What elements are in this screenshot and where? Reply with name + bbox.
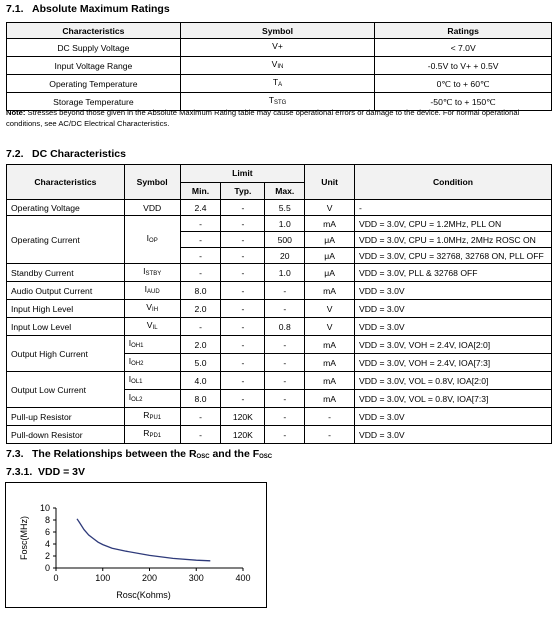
cell-unit: mA (305, 216, 355, 232)
y-tick-label: 0 (44, 563, 50, 573)
table-row (7, 39, 552, 57)
cell-characteristic: DC Supply Voltage (7, 39, 181, 57)
x-tick-label: 400 (235, 573, 251, 583)
section-title-text: Absolute Maximum Ratings (32, 3, 170, 15)
cell-max: - (265, 390, 305, 408)
col-header-unit: Unit (305, 165, 355, 200)
cell-characteristic: Input Voltage Range (7, 57, 181, 75)
cell-unit: mA (305, 372, 355, 390)
cell-unit: V (305, 300, 355, 318)
cell-condition: VDD = 3.0V (354, 282, 551, 300)
section-number: 7.2. (6, 148, 24, 160)
cell-unit: μA (305, 264, 355, 282)
cell-condition: VDD = 3.0V (354, 318, 551, 336)
table-header-row (7, 165, 552, 183)
col-header-min: Min. (180, 182, 221, 200)
cell-typ: - (221, 232, 265, 248)
cell-symbol: $I_{STBY}$ (124, 264, 180, 282)
cell-min: 2.0 (180, 336, 221, 354)
absolute-max-ratings-table (6, 22, 552, 111)
cell-typ: - (221, 318, 265, 336)
cell-typ: - (221, 216, 265, 232)
cell-typ: - (221, 354, 265, 372)
x-tick-label: 100 (95, 573, 111, 583)
col-header-characteristics: Characteristics (7, 23, 181, 39)
x-tick-label: 0 (53, 573, 59, 583)
cell-symbol: $I_{AUD}$ (124, 282, 180, 300)
table-row (7, 318, 552, 336)
cell-condition: VDD = 3.0V (354, 408, 551, 426)
section-number: 7.3.1. (6, 466, 33, 478)
col-header-symbol: Symbol (124, 165, 180, 200)
section-number: 7.1. (6, 3, 24, 15)
cell-symbol: $V_{IL}$ (124, 318, 180, 336)
cell-symbol: $I_{OH2}$ (124, 354, 180, 372)
cell-condition: VDD = 3.0V, PLL & 32768 OFF (354, 264, 551, 282)
cell-max: 0.8 (265, 318, 305, 336)
cell-unit: V (305, 200, 355, 216)
note-text: Stresses beyond those given in the Absolute Maximum Rating table may cause operational errors or damage to the device. For normal operational conditions, see AC/DC Electrical Characteristics. (6, 108, 520, 128)
cell-rating: -50℃ to + 150℃ (375, 93, 552, 111)
cell-min: 2.4 (180, 200, 221, 216)
cell-condition: - (354, 200, 551, 216)
cell-unit: mA (305, 282, 355, 300)
cell-min: 2.0 (180, 300, 221, 318)
cell-rating: < 7.0V (375, 39, 552, 57)
table-header-row (7, 23, 552, 39)
cell-typ: - (221, 248, 265, 264)
cell-symbol: $I_{OL2}$ (124, 390, 180, 408)
section-7-2-title (6, 148, 126, 160)
cell-max: - (265, 282, 305, 300)
table-row (7, 216, 552, 232)
table-row (7, 57, 552, 75)
cell-typ: - (221, 336, 265, 354)
cell-min: - (180, 408, 221, 426)
cell-max: - (265, 408, 305, 426)
cell-characteristic: Pull-up Resistor (7, 408, 125, 426)
cell-condition: VDD = 3.0V, VOH = 2.4V, IOA[2:0] (354, 336, 551, 354)
cell-symbol: $I_{OP}$ (124, 216, 180, 264)
cell-min: - (180, 216, 221, 232)
cell-min: 5.0 (180, 354, 221, 372)
cell-symbol: $T_A$ (180, 75, 375, 93)
note-label: Note: (6, 108, 26, 117)
cell-condition: VDD = 3.0V, CPU = 32768, 32768 ON, PLL OFF (354, 248, 551, 264)
cell-max: - (265, 336, 305, 354)
y-tick-label: 2 (44, 551, 50, 561)
y-tick-label: 10 (39, 503, 50, 513)
x-tick-label: 200 (141, 573, 158, 583)
cell-rating: 0℃ to + 60℃ (375, 75, 552, 93)
cell-typ: - (221, 300, 265, 318)
col-header-symbol: Symbol (180, 23, 375, 39)
cell-symbol: V+ (180, 39, 375, 57)
cell-min: 8.0 (180, 390, 221, 408)
table-row (7, 372, 552, 390)
cell-max: 1.0 (265, 216, 305, 232)
table-row (7, 75, 552, 93)
col-header-limit: Limit (180, 165, 305, 183)
cell-max: - (265, 372, 305, 390)
cell-max: 500 (265, 232, 305, 248)
section-7-1-title (6, 3, 170, 15)
cell-symbol: $R_{PD1}$ (124, 426, 180, 444)
dc-characteristics-table (6, 164, 552, 444)
cell-rating: -0.5V to V+ + 0.5V (375, 57, 552, 75)
cell-characteristic: Output Low Current (7, 372, 125, 408)
cell-symbol: $R_{PU1}$ (124, 408, 180, 426)
x-axis-label: Rosc(Kohms) (116, 590, 171, 600)
table-row (7, 408, 552, 426)
cell-typ: 120K (221, 408, 265, 426)
section-title-text: VDD = 3V (38, 466, 85, 478)
cell-characteristic: Pull-down Resistor (7, 426, 125, 444)
cell-min: - (180, 318, 221, 336)
cell-characteristic: Operating Temperature (7, 75, 181, 93)
rosc-fosc-chart (5, 482, 267, 608)
cell-characteristic: Standby Current (7, 264, 125, 282)
cell-symbol: VDD (124, 200, 180, 216)
cell-max: - (265, 300, 305, 318)
y-axis-label: Fosc(MHz) (19, 516, 29, 560)
cell-condition: VDD = 3.0V, VOL = 0.8V, IOA[2:0] (354, 372, 551, 390)
cell-unit: mA (305, 336, 355, 354)
y-tick-label: 8 (44, 515, 50, 525)
cell-symbol: $T_{STG}$ (180, 93, 375, 111)
cell-typ: - (221, 390, 265, 408)
cell-unit: - (305, 426, 355, 444)
cell-condition: VDD = 3.0V (354, 300, 551, 318)
cell-unit: mA (305, 354, 355, 372)
cell-min: 4.0 (180, 372, 221, 390)
cell-symbol: $I_{OH1}$ (124, 336, 180, 354)
cell-characteristic: Input Low Level (7, 318, 125, 336)
cell-symbol: $I_{OL1}$ (124, 372, 180, 390)
y-tick-label: 4 (44, 539, 50, 549)
table-row (7, 282, 552, 300)
cell-min: - (180, 426, 221, 444)
cell-symbol: $V_{IN}$ (180, 57, 375, 75)
cell-symbol: $V_{IH}$ (124, 300, 180, 318)
cell-unit: μA (305, 248, 355, 264)
cell-typ: - (221, 372, 265, 390)
cell-typ: - (221, 264, 265, 282)
cell-characteristic: Audio Output Current (7, 282, 125, 300)
cell-condition: VDD = 3.0V, VOH = 2.4V, IOA[7:3] (354, 354, 551, 372)
section-number: 7.3. (6, 448, 24, 460)
section-7-3-title: 7.3. The Relationships between the $R_{OSC}$ and the $F_{OSC}$ (6, 448, 273, 460)
cell-condition: VDD = 3.0V, CPU = 1.2MHz, PLL ON (354, 216, 551, 232)
col-header-characteristics: Characteristics (7, 165, 125, 200)
cell-condition: VDD = 3.0V, VOL = 0.8V, IOA[7:3] (354, 390, 551, 408)
cell-characteristic: Storage Temperature (7, 93, 181, 111)
cell-condition: VDD = 3.0V, CPU = 1.0MHz, 2MHz ROSC ON (354, 232, 551, 248)
cell-typ: - (221, 200, 265, 216)
cell-typ: - (221, 282, 265, 300)
cell-unit: V (305, 318, 355, 336)
cell-max: 20 (265, 248, 305, 264)
section-title-text: DC Characteristics (32, 148, 126, 160)
col-header-condition: Condition (354, 165, 551, 200)
cell-characteristic: Output High Current (7, 336, 125, 372)
cell-characteristic: Operating Current (7, 216, 125, 264)
cell-max: - (265, 426, 305, 444)
cell-max: 1.0 (265, 264, 305, 282)
section-7-3-1-title (6, 466, 85, 478)
cell-min: 8.0 (180, 282, 221, 300)
cell-unit: mA (305, 390, 355, 408)
table-row (7, 264, 552, 282)
cell-characteristic: Input High Level (7, 300, 125, 318)
x-tick-label: 300 (188, 573, 204, 583)
cell-characteristic: Operating Voltage (7, 200, 125, 216)
cell-min: - (180, 248, 221, 264)
table-row (7, 426, 552, 444)
cell-unit: μA (305, 232, 355, 248)
cell-typ: 120K (221, 426, 265, 444)
col-header-typ: Typ. (221, 182, 265, 200)
table-row (7, 200, 552, 216)
col-header-ratings: Ratings (375, 23, 552, 39)
cell-condition: VDD = 3.0V (354, 426, 551, 444)
cell-max: - (265, 354, 305, 372)
table-row (7, 300, 552, 318)
ratings-note (6, 107, 554, 129)
y-tick-label: 6 (44, 527, 50, 537)
cell-unit: - (305, 408, 355, 426)
col-header-max: Max. (265, 182, 305, 200)
cell-min: - (180, 232, 221, 248)
cell-max: 5.5 (265, 200, 305, 216)
cell-min: - (180, 264, 221, 282)
table-row (7, 336, 552, 354)
